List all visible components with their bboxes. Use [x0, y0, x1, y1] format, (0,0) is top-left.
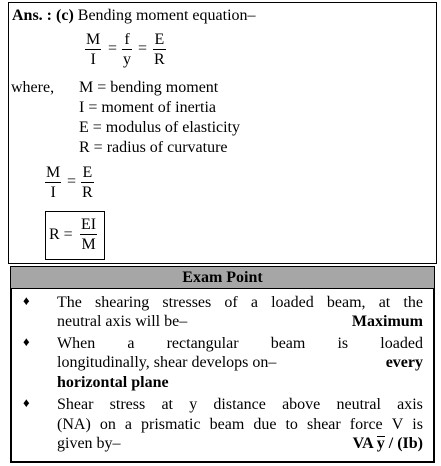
- where-label: where,: [11, 79, 55, 96]
- eq2-fraction-m-i: M I: [46, 164, 61, 201]
- answer-heading: [12, 7, 256, 25]
- eq1-fraction-e-r: E R: [154, 31, 165, 68]
- bullet-diamond-icon: ♦: [23, 293, 30, 308]
- definition-m: M = bending moment: [79, 79, 219, 96]
- result-fraction: EI M: [81, 216, 97, 253]
- item2-line2: longitudinally, shear develops on– every: [57, 354, 423, 371]
- item3-answer: VA y / (Ib): [352, 435, 423, 452]
- item2-answer-part2: horizontal plane: [57, 374, 169, 391]
- item1-answer: Maximum: [351, 313, 423, 330]
- item1-line1: The shearing stresses of a loaded beam, at the: [57, 294, 423, 311]
- item1-line2: neutral axis will be– Maximum: [57, 313, 423, 330]
- eq1-fraction-m-i: M I: [86, 31, 101, 68]
- y-bar-symbol: y: [376, 435, 385, 452]
- eq1-equals-1: =: [108, 40, 118, 57]
- answer-heading-text: Bending moment equation–: [77, 7, 256, 24]
- eq1-fraction-f-y: f y: [123, 31, 131, 68]
- answer-prefix: Ans. : (c): [12, 7, 74, 24]
- result-lhs: R =: [49, 226, 73, 243]
- bullet-diamond-icon: ♦: [23, 395, 30, 410]
- eq1-equals-2: =: [138, 40, 148, 57]
- definition-r: R = radius of curvature: [79, 139, 228, 156]
- eq2-fraction-e-r: E R: [82, 164, 93, 201]
- item3-line3: given by– VA y / (Ib): [57, 435, 423, 452]
- item2-line1: When a rectangular beam is loaded: [57, 335, 423, 352]
- exam-point-title: Exam Point: [11, 267, 434, 289]
- eq2-equals: =: [67, 173, 77, 190]
- bullet-diamond-icon: ♦: [23, 334, 30, 349]
- item3-line2: (NA) on a prismatic beam due to shear force V is: [57, 416, 423, 433]
- definition-i: I = moment of inertia: [79, 99, 216, 116]
- definition-e: E = modulus of elasticity: [79, 119, 240, 136]
- item2-answer-part1: every: [385, 354, 423, 371]
- item3-line1: Shear stress at y distance above neutral axis: [57, 396, 423, 413]
